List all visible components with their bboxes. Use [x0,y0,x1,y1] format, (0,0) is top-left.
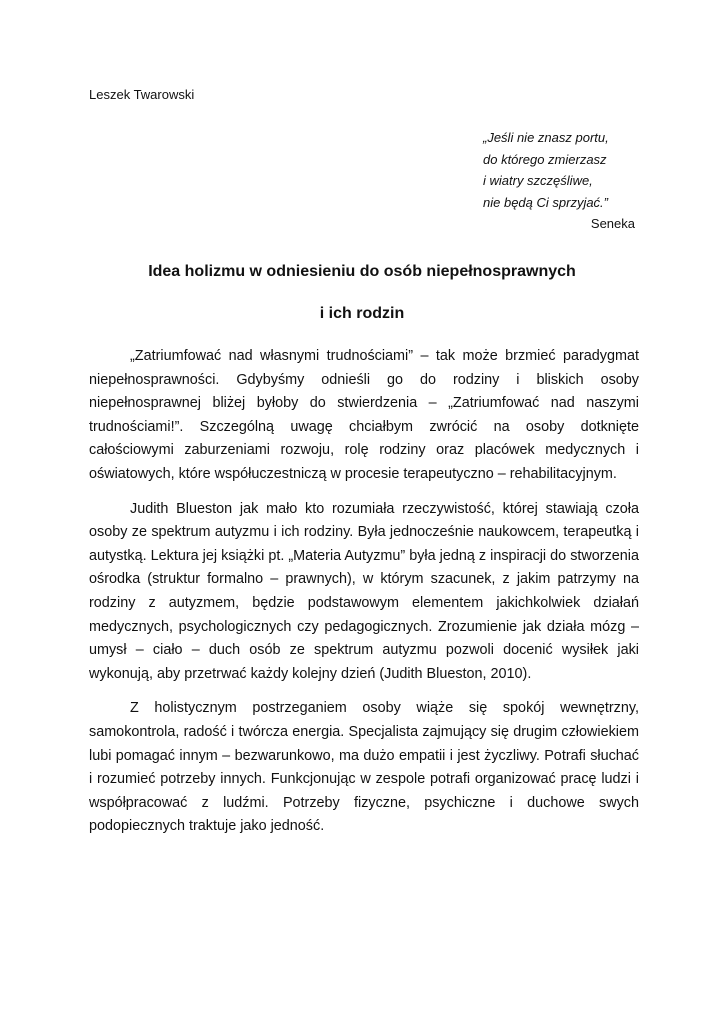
body-paragraph: „Zatriumfować nad własnymi trudnościami” – tak może brzmieć paradygmat niepełnosprawności. Gdybyśmy odnieśli go do rodziny i bliskich osoby niepełnosprawnej bliżej byłoby do stwierdzenia – „Zatriumfować nad naszymi trudnościami!”. Szczególną uwagę chciałbym zwrócić na osoby dotknięte całościowymi zaburzeniami rozwoju, rolę rodziny oraz placówek medycznych i oświatowych, które współuczestniczą w procesie terapeutyczno – rehabilitacyjnym. [89,348,639,482]
body-paragraph: Judith Blueston jak mało kto rozumiała rzeczywistość, której stawiają czoła osoby ze spektrum autyzmu i ich rodziny. Była jednocześnie naukowcem, terapeutką i autystką. Lektura jej książki pt. „Materia Autyzmu” była jedną z inspiracji do stworzenia ośrodka (struktur formalno – prawnych), w którym szacunek, z jakim patrzymy na rodziny z autyzmem, będzie podstawowym elementem jakichkolwiek działań medycznych, psychologicznych czy pedagogicznych. Zrozumienie jak działa mózg – umysł – ciało – duch osób ze spektrum autyzmu pozwoli docenić wysiłek jaki wykonują, aby przetrwać każdy kolejny dzień (Judith Blueston, 2010). [89,500,639,682]
body-paragraph: Z holistycznym postrzeganiem osoby wiąże się spokój wewnętrzny, samokontrola, radość i twórcza energia. Specjalista zajmujący się drugim człowiekiem lubi pomagać innym – bezwarunkowo, ma dużo empatii i jest życzliwy. Potrafi słuchać i rozumieć potrzeby innych. Funkcjonując w zespole potrafi organizować pracę ludzi i współpracować z ludźmi. Potrzeby fizyczne, psychiczne i duchowe swych podopiecznych traktuje jako jedność. [89,700,639,835]
epigraph-line: „Jeśli nie znasz portu, [483,130,609,145]
epigraph-line: do którego zmierzasz [483,151,607,167]
epigraph-line: nie będą Ci sprzyjać.” [483,194,608,210]
document-title-line-1: Idea holizmu w odniesieniu do osób niepełnosprawnych [148,263,576,280]
epigraph-source: Seneka [590,216,635,231]
author-name: Leszek Twarowski [89,87,195,102]
document-body [89,345,639,850]
document-title-line-2: i ich rodzin [319,305,405,322]
epigraph-line: i wiatry szczęśliwe, [483,173,593,188]
epigraph [483,127,635,235]
